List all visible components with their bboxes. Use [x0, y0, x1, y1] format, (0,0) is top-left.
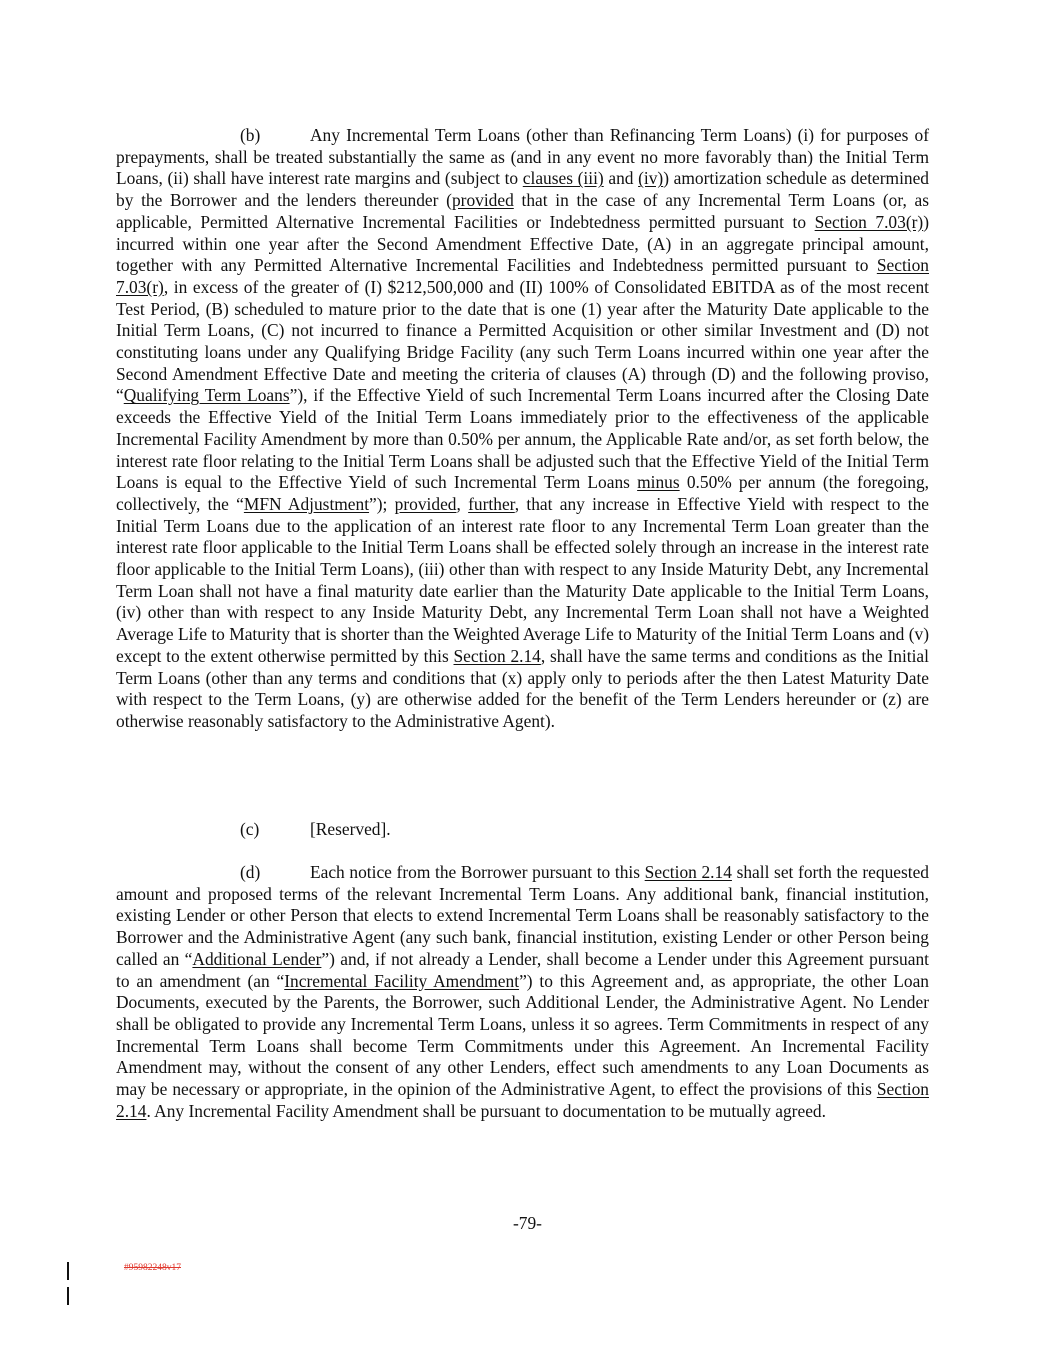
paragraph-text: shall set forth the requested amount and proposed terms of the relevant Incremental Term Loans. Any additional bank, financial institution, existing Lender or other Person that elects to extend Incremental Term Loans shall be reasonably satisfactory to the Borrower and the Administrative Agent (any such bank, financial institution, existing Lender or other Person being called an “	[116, 862, 930, 969]
paragraph-text: ”) and, if not already a Lender, shall become a Lender under this Agreement pursuant to an amendment (an “	[116, 948, 929, 991]
change-bar	[67, 1287, 69, 1305]
paragraph-text: ) amortization schedule as determined by the Borrower and the lenders thereunder (	[116, 168, 930, 211]
paragraph-text: Any Incremental Term Loans (other than Refinancing Term Loans) (i) for purposes of prepayments, shall be treated substantially the same as (and in any event no more favorably than) the Initial Term Loans, (ii) shall have interest rate margins and (subject to	[116, 125, 929, 189]
cross-reference: Section 2.14	[116, 1079, 929, 1121]
emphasized-term: minus	[637, 472, 680, 493]
paragraph-b	[116, 125, 929, 733]
cross-reference: (iv)	[638, 168, 664, 189]
emphasized-term: provided	[394, 493, 457, 514]
paragraph-number: (b)	[240, 125, 261, 145]
paragraph-text: ”) to this Agreement and, as appropriate, the other Loan Documents, executed by the Parents, the Borrower, such Additional Lender, the Administrative Agent. No Lender shall be obligated to provide any Incremental Term Loans, unless it so agrees. Term Commitments in respect of any Incremental Term Loans shall become Term Commitments under this Agreement. An Incremental Facility Amendment may, without the consent of any other Lenders, effect such amendments to any Loan Documents as may be necessary or appropriate, in the opinion of the Administrative Agent, to effect the provisions of this	[116, 970, 930, 1100]
cross-reference: clauses (iii)	[522, 168, 604, 189]
paragraph-text: ,	[456, 493, 469, 514]
paragraph-text: ”), if the Effective Yield of such Incremental Term Loans incurred after the Closing Date exceeds the Effective Yield of the Initial Term Loans immediately prior to the effectiveness of the applicable Incremental Facility Amendment by more than 0.50% per annum, the Applicable Rate and/or, as set forth below, the interest rate floor relating to the Initial Term Loans shall be adjusted such that the Effective Yield of the Initial Term Loans is equal to the Effective Yield of such Incremental Term Loans	[116, 385, 930, 493]
paragraph-text: 0.50% per annum (the foregoing, collectively, the “	[116, 472, 929, 514]
paragraph-text: , shall have the same terms and conditions as the Initial Term Loans (other than any terms and conditions that (x) apply only to periods after the then Latest Maturity Date with respect to the Term Loans, (y) are otherwise added for the benefit of the Term Lenders hereunder or (z) are otherwise reasonably satisfactory to the Administrative Agent).	[116, 645, 929, 731]
paragraph-c	[116, 819, 929, 841]
cross-reference: Section 7.03(r)	[814, 211, 924, 232]
defined-term: MFN Adjustment	[243, 493, 370, 514]
paragraph-text: . Any Incremental Facility Amendment shall be pursuant to documentation to be mutually agreed.	[146, 1100, 826, 1121]
cross-reference: Section 7.03(r)	[116, 255, 929, 297]
change-bar	[67, 1262, 69, 1280]
emphasized-term: further	[468, 493, 515, 514]
paragraph-d	[116, 862, 929, 1122]
defined-term: Qualifying Term Loans	[123, 385, 290, 406]
defined-term: Additional Lender	[192, 948, 322, 969]
document-id: #95982248v17	[124, 1263, 181, 1273]
cross-reference: Section 2.14	[453, 645, 541, 666]
paragraph-number: (c)	[240, 819, 260, 839]
paragraph-text: ) incurred within one year after the Second Amendment Effective Date, (A) in an aggregate principal amount, together with any Permitted Alternative Incremental Facilities and Indebtedness permitted pursuant to	[116, 211, 929, 276]
paragraph-number: (d)	[240, 862, 261, 882]
paragraph-text: Each notice from the Borrower pursuant to this	[310, 862, 645, 882]
paragraph-text: , that any increase in Effective Yield with respect to the Initial Term Loans due to the application of an interest rate floor to any Incremental Term Loan greater than the interest rate floor applicable to the Initial Term Loans shall be effected solely through an increase in the interest rate floor applicable to the Initial Term Loans), (iii) other than with respect to any Inside Maturity Debt, any Incremental Term Loan shall not have a final maturity date earlier than the Maturity Date applicable to the Initial Term Loans, (iv) other than with respect to any Inside Maturity Debt, any Incremental Term Loan shall not have a Weighted Average Life to Maturity that is shorter than the Weighted Average Life to Maturity of the Initial Term Loans and (v) except to the extent otherwise permitted by this	[116, 493, 929, 666]
paragraph-text: , in excess of the greater of (I) $212,500,000 and (II) 100% of Consolidated EBITDA as of the most recent Test Period, (B) scheduled to mature prior to the date that is one (1) year after the Maturity Date applicable to the Initial Term Loans, (C) not incurred to finance a Permitted Acquisition or other similar Investment and (D) not constituting loans under any Qualifying Bridge Facility (any such Term Loans incurred within one year after the Second Amendment Effective Date and meeting the criteria of clauses (A) through (D) and the following proviso, “	[116, 276, 929, 406]
cross-reference: Section 2.14	[644, 862, 732, 882]
emphasized-term: provided	[451, 190, 514, 211]
page-number: -79-	[513, 1213, 542, 1233]
paragraph-text: and	[603, 168, 639, 189]
paragraph-text: ”);	[369, 493, 395, 514]
paragraph-text: that in the case of any Incremental Term Loans (or, as applicable, Permitted Alternative Incremental Facilities or Indebtedness permitted pursuant to	[116, 190, 930, 232]
defined-term: Incremental Facility Amendment	[284, 970, 520, 991]
paragraph-text: [Reserved].	[310, 819, 391, 839]
